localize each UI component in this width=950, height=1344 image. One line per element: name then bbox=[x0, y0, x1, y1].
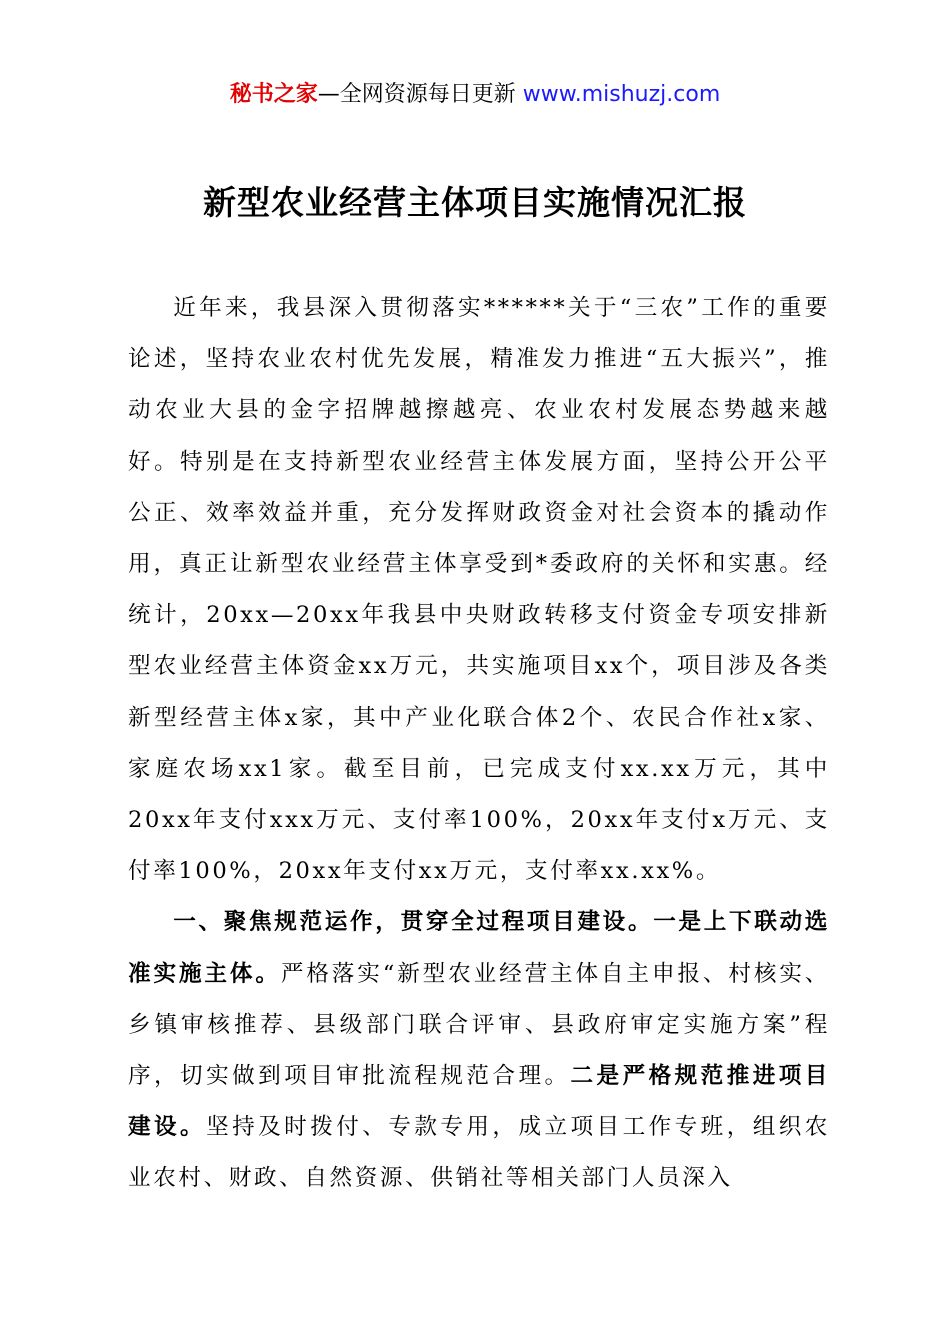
point-one-text: 严格落实“新型农业经营主体自主申报、村核实、乡镇审核推荐、县级部门联合评审、县政府审定实施方案”程序，切实做到项目审批流程规范合理。 bbox=[128, 960, 830, 1090]
header-dash: — bbox=[317, 82, 340, 107]
site-url-link[interactable]: www.mishuzj.com bbox=[522, 82, 721, 107]
point-two-text: 坚持及时拨付、专款专用，成立项目工作专班，组织农业农村、财政、自然资源、供销社等相关部门人员深入 bbox=[128, 1114, 830, 1192]
site-brand: 秘书之家 bbox=[229, 82, 318, 107]
section-one-paragraph bbox=[128, 897, 830, 1204]
document-body bbox=[128, 283, 830, 1205]
document-title: 新型农业经营主体项目实施情况汇报 bbox=[203, 183, 747, 222]
site-header bbox=[0, 78, 950, 112]
point-one-title: 一是上下联动选准实施主体。 bbox=[128, 909, 830, 987]
section-one-heading: 一、聚焦规范运作，贯穿全过程项目建设。 bbox=[173, 909, 654, 936]
point-two-title: 二是严格规范推进项目建设。 bbox=[128, 1063, 831, 1141]
site-slogan: 全网资源每日更新 bbox=[339, 82, 516, 107]
intro-paragraph: 近年来，我县深入贯彻落实******关于“三农”工作的重要论述，坚持农业农村优先发展，精准发力推进“五大振兴”，推动农业大县的金字招牌越擦越亮、农业农村发展态势越来越好。特别是在支持新型农业经营主体发展方面，坚持公开公平公正、效率效益并重，充分发挥财政资金对社会资本的撬动作用，真正让新型农业经营主体享受到*委政府的关怀和实惠。经统计，20xx—20xx年我县中央财政转移支付资金专项安排新型农业经营主体资金xx万元，共实施项目xx个，项目涉及各类新型经营主体x家，其中产业化联合体2个、农民合作社x家、家庭农场xx1家。截至目前，已完成支付xx.xx万元，其中20xx年支付xxx万元、支付率100%，20xx年支付x万元、支付率100%，20xx年支付xx万元，支付率xx.xx%。 bbox=[128, 295, 830, 885]
